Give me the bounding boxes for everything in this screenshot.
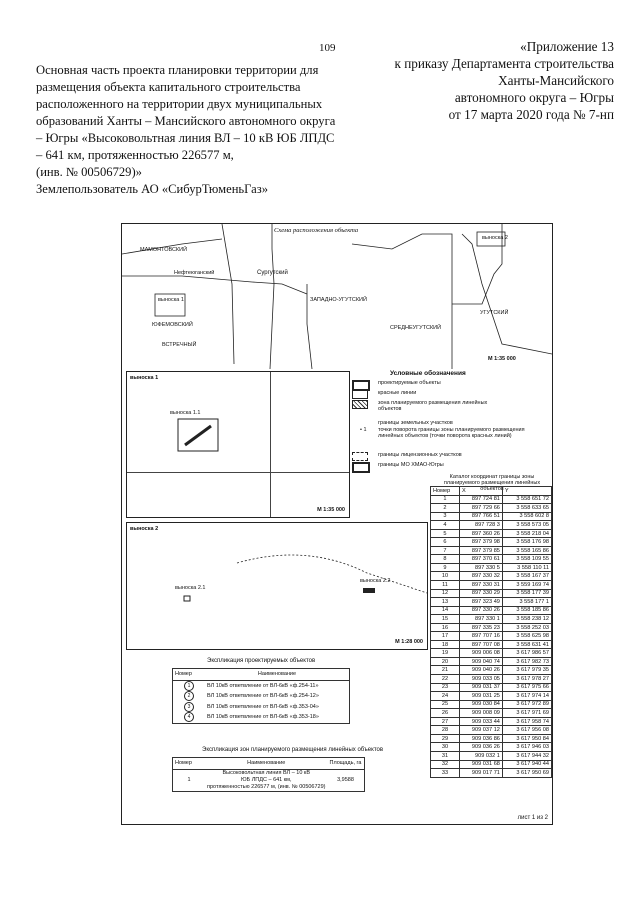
coord-y: 3 617 972 89 [502,700,551,709]
table-row [431,751,552,760]
zones-name-line: Высоковольтная линия ВЛ – 10 кВ [222,769,311,776]
coord-x: 909 040 26 [459,666,502,675]
zones-table [172,757,365,792]
coord-number: 21 [431,666,460,675]
coord-y: 3 558 167 37 [502,572,551,581]
coord-number: 26 [431,709,460,718]
coord-y: 3 558 238 12 [502,615,551,624]
coord-y: 3 558 110 11 [502,563,551,572]
legend-swatch-mo [352,462,370,473]
appendix-line: автономного округа – Югры [454,90,614,105]
coord-number: 16 [431,623,460,632]
table-row [431,521,552,530]
zones-name-line: ЮБ ЛПДС – 641 км, [241,776,292,783]
coord-y: 3 559 169 74 [502,581,551,590]
objects-table [172,668,350,724]
coord-x: 909 031 68 [459,760,502,769]
coord-number: 13 [431,598,460,607]
coord-number: 23 [431,683,460,692]
coord-x: 897 323 49 [459,598,502,607]
coord-table [430,486,552,778]
callout-2-scale: М 1:28 000 [395,639,423,645]
callout-2-1-label: выноска 2.1 [175,585,206,591]
coord-x: 897 729 66 [459,504,502,513]
table-row [431,606,552,615]
coord-y: 3 617 956 08 [502,726,551,735]
map-label: Сургутский [257,270,288,276]
coord-x: 897 330 31 [459,581,502,590]
coord-number: 7 [431,546,460,555]
coord-x: 897 707 16 [459,632,502,641]
appendix-line: к приказу Департамента строительства [394,56,614,71]
legend [350,370,552,480]
table-row [431,734,552,743]
coord-x: 909 033 44 [459,717,502,726]
table-row [431,675,552,684]
map-label: СРЕДНЕУГУТСКИЙ [390,325,442,331]
object-number: 3 [184,702,194,712]
table-row [431,495,552,504]
coord-number: 33 [431,769,460,778]
coord-x: 897 335 23 [459,623,502,632]
callout-1-scale: М 1:35 000 [317,507,345,513]
object-number-cell [173,702,206,713]
object-name: ВЛ 10кВ ответвление от ВЛ-6кВ «ф.254-11» [207,682,319,689]
coord-number: 27 [431,717,460,726]
map-label: выноска 2 [482,235,508,241]
legend-swatch-red-lines [352,390,368,399]
table-row [431,726,552,735]
coord-y: 3 617 944 32 [502,751,551,760]
table-row [431,598,552,607]
legend-item: точки поворота границы зоны планируемого размещения линейных объектов (точки поворота красных линий) [378,427,525,439]
legend-title: Условные обозначения [390,370,466,377]
map-label: ЮФЕМОВСКИЙ [152,322,193,328]
coord-header-y: Y [502,487,551,496]
table-row [431,769,552,778]
coord-y: 3 558 218 04 [502,529,551,538]
coord-y: 3 558 176 98 [502,538,551,547]
table-row [431,760,552,769]
coord-number: 19 [431,649,460,658]
callout-1-object [177,418,227,458]
callout-1-1-label: выноска 1.1 [170,410,201,416]
object-name: ВЛ 10кВ ответвление от ВЛ-6кВ «ф.353-18» [207,714,319,721]
coord-header-number: Номер [431,487,460,496]
coord-y: 3 558 177 1 [502,598,551,607]
coord-header-x: X [459,487,502,496]
coord-number: 15 [431,615,460,624]
table-row [431,546,552,555]
coord-y: 3 558 177 39 [502,589,551,598]
zones-header-area: Площадь, га [329,760,362,767]
table-row [431,717,552,726]
legend-item: проектируемые объекты [378,380,441,386]
table-row [431,512,552,521]
coord-x: 909 030 84 [459,700,502,709]
coord-y: 3 617 946 03 [502,743,551,752]
coord-y: 3 617 958 74 [502,717,551,726]
coord-number: 2 [431,504,460,513]
coord-number: 31 [431,751,460,760]
coord-number: 32 [431,760,460,769]
objects-table-caption: Экспликация проектируемых объектов [207,658,316,664]
coord-x: 897 330 26 [459,606,502,615]
map-label: ЗАПАДНО-УГУТСКИЙ [310,297,367,303]
appendix-line: Ханты-Мансийского [498,73,614,88]
coord-x: 897 330 29 [459,589,502,598]
coord-y: 3 558 651 72 [502,495,551,504]
document-title [36,62,356,198]
coord-x: 909 040 74 [459,657,502,666]
title-line: – Югры «Высоковольтная линия ВЛ – 10 кВ ЮБ ЛПДС [36,131,335,145]
coord-number: 6 [431,538,460,547]
coord-x: 897 360 26 [459,529,502,538]
table-row [431,504,552,513]
coord-y: 3 617 974 14 [502,692,551,701]
legend-item: границы лицензионных участков [378,452,462,458]
coord-x: 909 033 05 [459,675,502,684]
object-name: ВЛ 10кВ ответвление от ВЛ-6кВ «ф.353-04» [207,703,319,710]
coord-x: 897 370 61 [459,555,502,564]
zones-header-name: Наименование [247,760,286,767]
coord-x: 897 728 3 [459,521,502,530]
table-row [431,581,552,590]
coord-y: 3 617 950 84 [502,734,551,743]
zones-row-name [205,769,328,791]
object-number: 4 [184,712,194,722]
coord-y: 3 558 633 65 [502,504,551,513]
table-row [431,666,552,675]
zones-header-number: Номер [175,760,192,767]
callout-1-divider [270,372,271,517]
coord-x: 909 032 1 [459,751,502,760]
table-row [431,623,552,632]
coord-y: 3 558 165 86 [502,546,551,555]
map-label: МАМОНТОВСКИЙ [140,247,188,253]
coord-y: 3 558 109 55 [502,555,551,564]
coord-number: 22 [431,675,460,684]
coord-number: 12 [431,589,460,598]
callout-1-frame [126,371,350,518]
object-number-cell [173,712,206,723]
coord-number: 28 [431,726,460,735]
callout-1-divider [127,472,349,473]
title-line: Основная часть проекта планировки территории для [36,63,319,77]
table-row [431,700,552,709]
coord-number: 30 [431,743,460,752]
coord-number: 29 [431,734,460,743]
coord-y: 3 558 631 41 [502,640,551,649]
table-row [431,657,552,666]
title-line: – 641 км, протяженностью 226577 м, [36,148,234,162]
appendix-line: от 17 марта 2020 года № 7-нп [448,107,614,122]
coord-y: 3 617 950 69 [502,769,551,778]
map-label: УГУТСКИЙ [480,310,509,316]
coord-number: 11 [431,581,460,590]
coord-number: 9 [431,563,460,572]
table-row [431,632,552,641]
coord-number: 3 [431,512,460,521]
callout-2-title: выноска 2 [130,526,159,532]
drawing-sheet [121,223,553,825]
coord-table-caption: Каталог координат границы зоны планируемого размещения линейных объектов [443,474,541,492]
coord-y: 3 617 978 27 [502,675,551,684]
overview-scale: М 1:35 000 [488,356,516,362]
title-line: (инв. № 00506729)» [36,165,142,179]
table-row [173,702,350,713]
object-number: 1 [184,681,194,691]
coord-y: 3 558 625 98 [502,632,551,641]
table-row [431,529,552,538]
coord-y: 3 558 602 8 [502,512,551,521]
legend-item: границы МО ХМАО-Югры [378,462,444,468]
table-row [431,563,552,572]
table-row [173,691,350,702]
title-line: расположенного на территории двух муниципальных [36,97,323,111]
table-row [173,680,350,691]
table-row [431,589,552,598]
coord-number: 1 [431,495,460,504]
callout-2-2-label: выноска 2.2 [360,578,391,584]
coord-y: 3 558 185 86 [502,606,551,615]
overview-map-title: Схема расположения объекта [274,227,359,234]
table-row [431,555,552,564]
coord-number: 14 [431,606,460,615]
title-line: Землепользователь АО «СибурТюменьГаз» [36,182,268,196]
callout-2-lines [127,523,427,649]
title-line: размещения объекта капитального строительства [36,80,301,94]
coord-number: 10 [431,572,460,581]
map-label: ВСТРЕЧНЫЙ [162,342,197,348]
zones-table-caption: Экспликация зон планируемого размещения линейных объектов [202,747,384,753]
appendix-line: «Приложение 13 [520,39,614,54]
coord-y: 3 617 986 57 [502,649,551,658]
legend-item: зона планируемого размещения линейных объектов [378,400,488,412]
coord-number: 20 [431,657,460,666]
coord-y: 3 617 971 69 [502,709,551,718]
coord-number: 8 [431,555,460,564]
objects-header-number: Номер [175,671,192,678]
coord-x: 909 006 08 [459,649,502,658]
legend-swatch-license [352,452,368,461]
callout-2-frame [126,522,428,650]
zones-name-line: протяженностью 226577 м, (инв. № 00506729) [207,783,326,790]
table-row [431,649,552,658]
coord-y: 3 558 252 03 [502,623,551,632]
table-row [431,572,552,581]
table-row [431,683,552,692]
appendix-block [314,38,614,123]
coord-x: 897 330 5 [459,563,502,572]
coord-number: 24 [431,692,460,701]
coord-x: 909 031 37 [459,683,502,692]
callout-1-title: выноска 1 [130,375,159,381]
coord-number: 5 [431,529,460,538]
coord-x: 909 036 86 [459,734,502,743]
coord-x: 897 707 08 [459,640,502,649]
coord-y: 3 617 979 35 [502,666,551,675]
table-row [431,538,552,547]
legend-swatch-zone [352,400,368,409]
zones-row-number: 1 [187,777,191,783]
object-number-cell [173,691,206,702]
map-label: Нефтеюганский [174,270,215,276]
coord-x: 897 330 1 [459,615,502,624]
coord-x: 897 766 51 [459,512,502,521]
table-row [431,743,552,752]
object-name: ВЛ 10кВ ответвление от ВЛ-6кВ «ф.254-12» [207,693,319,700]
coord-x: 909 036 26 [459,743,502,752]
coord-x: 897 379 98 [459,538,502,547]
object-number-cell [173,680,206,691]
coord-x: 909 031 25 [459,692,502,701]
legend-item: границы земельных участков [378,420,453,426]
coord-x: 897 330 32 [459,572,502,581]
coord-number: 17 [431,632,460,641]
coord-x: 909 008 09 [459,709,502,718]
coord-number: 4 [431,521,460,530]
map-label: выноска 1 [158,297,184,303]
legend-point-marker: • 1 [360,427,367,433]
coord-y: 3 558 573 05 [502,521,551,530]
page-number: 109 [319,42,336,54]
coord-number: 25 [431,700,460,709]
coord-y: 3 617 982 73 [502,657,551,666]
table-row [173,712,350,723]
coord-y: 3 617 975 66 [502,683,551,692]
legend-item: красные линии [378,390,417,396]
coord-number: 18 [431,640,460,649]
sheet-label: лист 1 из 2 [517,815,548,821]
coord-y: 3 617 940 44 [502,760,551,769]
table-row [431,615,552,624]
coord-x: 909 037 12 [459,726,502,735]
table-row [431,709,552,718]
objects-header-name: Наименование [257,671,297,678]
table-row [431,692,552,701]
coord-x: 909 017 71 [459,769,502,778]
coord-x: 897 724 81 [459,495,502,504]
zones-row-area: 3,9588 [337,777,354,783]
coord-x: 897 379 85 [459,546,502,555]
object-number: 2 [184,691,194,701]
table-row [431,640,552,649]
title-line: образований Ханты – Мансийского автономного округа [36,114,336,128]
